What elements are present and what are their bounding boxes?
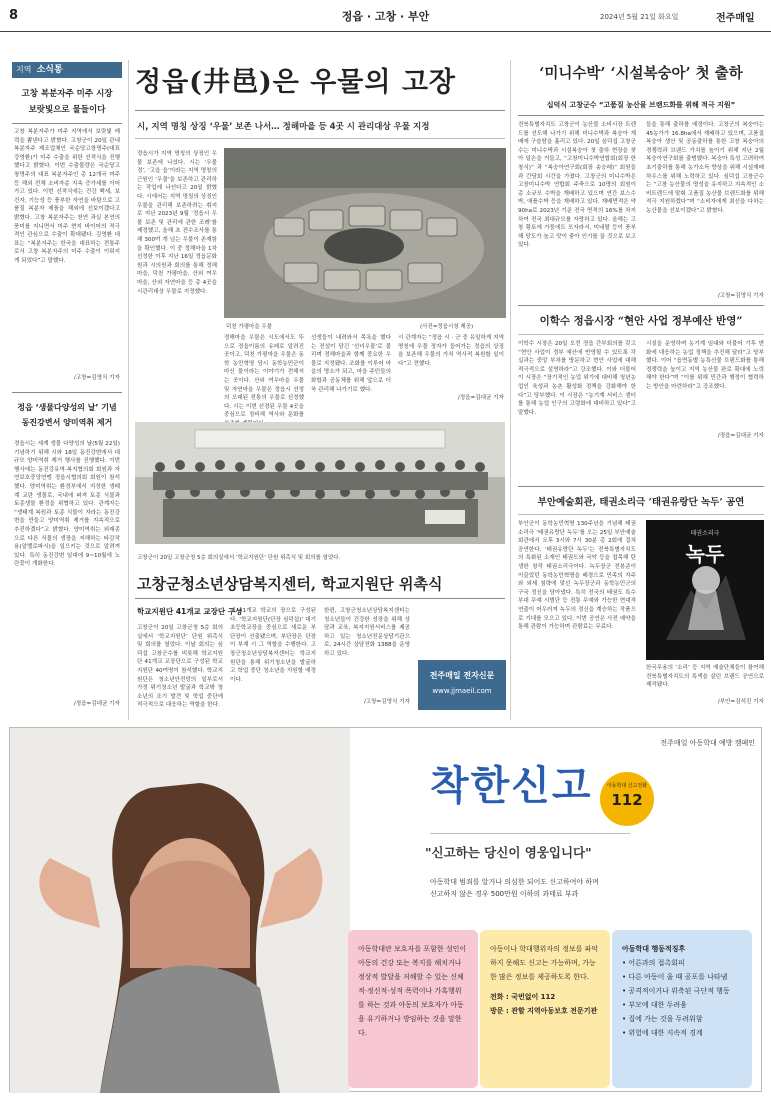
right2-col2: 시설을 운영하며 농기계 임대와 더불어 기후 변화에 대응하는 농업 정책을 추진해 달라”고 당부했다. 이어 “읍면동별 농특산물 브랜드화를 통해 경쟁력을 높이고 지역 농산물 판로 확대에 노력해야 한다”며 “이를 위해 민간과 행정이 협력하는 방안을 마련하라”고 강조했다. <box>646 341 764 390</box>
left-article1-body: 고창 복분자주가 미주 지역에서 보랏빛 매력을 뽐낸다고 밝혔다. 고창군이 20일 관내 복분자주 제조업체인 국순당고창명주(대표 강영환)가 미주 수출을 위한 선적식을 진행했다고 밝혔다. 이번 수출물량은 국순당고창명주의 대표 복분자주인 총 12개국 미주 등 해외 전체 소비자층 지속 증가세를 이어가고 있다. 이번 선적식에는 건강 백세, 보건자, 기능성 등 풍부한 자연을 바탕으로 고품질 복분자 제품을 해외에 선보이겠다고 밝혔다. 고창 복분자주는 천연 과실 본연의 풍미를 지니면서 미주 현지 바이어의 적극적인 관심으로 수출이 확대됐다. 김영환 대표는 “복분자주는 한국을 대표하는 전통주로서 고창 복분자주의 미주 수출이 이뤄지게 되었다”고 말했다. <box>14 129 120 264</box>
page-number: 8 <box>9 8 19 23</box>
campaign-logo: 착한신고 <box>430 763 593 809</box>
card-behavioral-signs: 아동학대 행동적징후 • 어른과의 접촉회피 • 다른 아동이 울 때 공포를 나타냄 • 공격적이거나 위축된 극단적 행동 • 부모에 대한 두려움 • 집에 가는 것을 두려워함 • 위험에 대한 지속적 경계 <box>612 930 752 1088</box>
right3-byline: /부안=김석진 기자 <box>717 699 764 705</box>
campaign-description: 아동학대 범죄를 알거나 의심한 되어도 신고하여야 하며 신고하지 않은 경우 500만원 이하의 과태료 부과 <box>430 878 599 898</box>
right1-col2: 들을 통해 출하를 예정이다. 고창군의 복숭아는 45농가가 16.8ha에서 재배하고 있으며, 고품질 복숭아 생산 및 공동출하를 통한 고창 복숭아의 경쟁력과 브랜드 가치를 높이기 위해 지난 2월 복숭아연구회를 출범했다. 복숭아 특성 고려하여 초기출하를 통해 농가소득 향상을 위해 시설재배 하우스를 위해 노력하고 있다. 심덕섭 고창군수는 “고창 농산물의 명성을 유지하고 지속적인 소비트렌드에 맞춰 고품질 농산물 브랜드화를 위해 적극 지원하겠다”며 “소비자에게 최선을 다하는 농산물을 선보이겠다”고 밝혔다. <box>646 122 764 214</box>
well-photo <box>224 148 506 318</box>
right3-body: 부안군이 동학농민혁명 130주년을 기념해 태권소리극 ‘태권유랑단 녹두’를 오는 25일 부안예술회관에서 오후 3시와 7시 30분 총 2회에 걸쳐 공연한다. ‘태권유랑단 녹두’는 전북특별자치도의 특화된 소재인 태권도와 국악 등을 접목해 탄생한 창작 태권소리극이다. 녹두장군 전봉준이 이끌었던 동학농민혁명을 배경으로 민족의 자주와 외세 침략에 맞선 녹두장군과 동학농민군의 구국 정신을 담아냈다. 특히 전국의 태권도 특수부대 무예 시범단 등 전통 무예와 가능한 현대적 연출이 어우러져 녹두의 정신을 계승하는 작품으로 기대를 모으고 있다. 이번 공연은 사전 예약을 통해 관람이 가능하며 관람료는 무료다. <box>518 521 636 631</box>
left-article1-headline: 고창 복분자주 미주 시장 보랏빛으로 물들이다 <box>21 89 113 115</box>
photo-caption-left: 덕천 가평마을 우물 <box>226 324 273 330</box>
left-article2-body: 정읍시는 세계 생물 다양성의 날(5월 22일) 기념하기 위해 시와 18일 동진강변에서 대규모 양미역취 제거 행사를 진행했다. 이번 행사에는 동진강유역·복지협의회 회원과 자연보호중앙연맹 정읍시협의회 회원이 참석했다. 양미역취는 환경부에서 지정한 생태계 교란 생물로, 국내에 퍼져 토종 식물과 토종생물 환경을 위협하고 있다. 관계자는 “생태계 복원과 토종 식물이 자라는 동진강변을 만들고 양미역취 제거를 지속적으로 추진하겠다”고 밝혔다. 양미역취는 외래종으로 다른 식물의 생장을 저해하는 타감작용(알렐로파시)을 일으키는 것으로 알려져 있다. 특히 동진강변 일대에 9~10월에 노란꽃이 개화한다. <box>14 441 120 568</box>
child-abuse-campaign-ad <box>9 727 762 1092</box>
right1-subhead: 십덕식 고창군수 “고품질 농산물 브랜드화를 위해 적극 지원” <box>546 101 736 109</box>
left-article2-byline: /정읍=김대균 기자 <box>73 701 120 707</box>
right3-caption: 한국무용의 ‘소리’ 등 지역 예술단체들이 참여해 전북특별자치도의 특색을 살린 브랜드 공연으로 제작됐다. <box>646 665 764 689</box>
section-tag: 지역 소식통 <box>12 62 122 78</box>
card-definition: 아동학대란 보호자를 포함한 성인이 아동의 건강 또는 복지를 해치거나 정상적 발달을 저해할 수 있는 신체적·정신적·성적 폭력이나 가혹행위를 하는 것과 아동의 보호자가 아동을 유기하거나 방임하는 것을 말한다. <box>348 930 478 1088</box>
bottom-col1: 고창군이 20일 고창군청 5층 회의실에서 ‘학교지원단’ 단원 위촉식 및 회의를 열었다. 이날 회의는 심덕섭 고창군수를 비롯해 학교지원단 41개교 교장단으로 구성된 학교지원단 40여명이 참석했다. 학교지원단은 청소년안전망의 일부로서 가정 위기청소년 발굴과 학교밖 청소년의 조기 발견 및 학업 중단에 적극적으로 대응하는 역할을 한다. <box>137 625 223 709</box>
issue-date: 2024년 5월 21일 화요일 <box>600 13 679 21</box>
poster-title: 녹두 <box>685 542 725 566</box>
main-subhead: 시, 지역 명칭 상징 ‘우물’ 보존 나서… 정해마을 등 4곳 시 관리대상 우물 지정 <box>137 122 430 132</box>
right2-col1: 이학수 시장은 20일 오전 정읍 간부회의를 갖고 “현안 사업이 정부 예산에 반영될 수 있도록 각 실과는 중앙 부처를 방문하고 현안 사업에 대해 적극적으로 설명하라”고 강조했다. 이와 더불어 이 시장은 “장기적인 농업 위기에 대비해 청년농업인 육성과 농촌 활성화 정책을 강화해야 한다”고 당부했다. 이 시장은 “농기계 서비스 센터를 통해 농업 인구의 고령화에 대비하고 있다”고 말했다. <box>518 341 636 416</box>
main-col2: 정해마을 우물은 시도에서도 뚜으로 정읍이름의 유래로 알려진 곳이고, 덕천 가평마을 우물은 동학 농민혁명 당시 동학농민군이 마신 물이라는 이야기가 전해지는 곳이다. 산외 여우마을 우물 및 자연마을 우물은 정읍시 선정의 오래된 전통의 우물로 선정했다. 시는 이번 선정된 우물 4곳을 중심으로 정비해 역사와 문화를 <box>224 335 304 419</box>
hotline-badge: 아동학대 신고전화 112 <box>600 772 654 826</box>
newspaper-name: 전주매일 <box>716 13 755 24</box>
section-title: 정읍 · 고창 · 부안 <box>341 10 430 23</box>
left-article1-byline: /고창=김영식 기자 <box>73 375 120 381</box>
right2-headline: 이학수 정읍시장 “현안 사업 정부예산 반영” <box>539 315 743 327</box>
card-reporting: 아동이나 학대행위자의 정보를 파악하지 못해도 신고는 가능하며, 가능한 많은 정보를 제공하도록 한다. 전화 : 국번없이 112 방문 : 관할 지역아동보호 전문기관 <box>480 930 610 1088</box>
campaign-photo <box>10 728 350 1093</box>
sign-item: • 집에 가는 것을 두려워함 <box>622 1015 703 1023</box>
right1-byline: /고창=김영식 기자 <box>717 293 764 299</box>
main-headline: 정읍(井邑)은 우물의 고장 <box>135 67 457 98</box>
bottom-col3: 한편, 고창군청소년상담복지센터는 청소년들이 건강한 성장을 위해 상담과 교육, 복지지원서비스를 제공하고 있는 청소년전문상담기관으로, 24시간 상담전화 1388을 운영하고 있다. <box>324 608 410 657</box>
bottom-byline: /고창=김영식 기자 <box>363 699 410 705</box>
sign-item: • 어른과의 접촉회피 <box>622 959 685 967</box>
campaign-slogan: "신고하는 당신이 영웅입니다" <box>425 845 592 860</box>
right2-byline: /정읍=김대균 기자 <box>717 433 764 439</box>
right1-col1: 전북특별자치도 고창군이 농산물 소비시장 트렌드를 선도해 나가기 위해 미니수박과 복숭아 재배에 구슬땀을 흘리고 있다. 20일 심덕섭 고창군수는 미니수박과 시설복숭아 첫 출하 현장을 찾아 일손을 거들고, “고창미니수박연합회(회장 한창식)” 과 “복숭아연구회(회장 송승래)” 회원들과 간담회 시간을 가졌다. 고창군의 미니수박은 고창미니수박 연합회 주축으로 10명의 회원이 총 소규모 수박을 재배하고 있으며 연간 보스수박, 애플수박 등을 재배하고 있다. 재배면적은 약 90ha로 2023년 기준 전국 면적의 16%를 차지하여 전국 최대규모를 자랑하고 있다. 올해는 고창 황토에 가뭄에도 모자라서, 미네랄 등이 풍부해 당도가 높고 맛이 좋아 인기를 끌 것으로 보고 있다. <box>518 122 636 249</box>
main-col3: 선생들이 내려와서 목욕을 했다는 전설이 담긴 ‘선녀우물’로 불리며 정해마을과 함께 중요한 우물로 지정됐다. 조화를 이루어 마을의 명소가 되고, 마을 주민들의 화합과 공동체를 위해 앞으로 더욱 관리해 나가기로 했다. <box>311 335 391 393</box>
campaign-top-label: 전주매일 아동학대 예방 캠페인 <box>660 739 755 747</box>
right3-headline: 부안예술회관, 태권소리극 ‘태권유랑단 녹두’ 공연 <box>537 497 745 508</box>
left-article2-headline: 정읍 ‘생물다양성의 날’ 기념 동진강변서 양미역취 제거 <box>17 403 117 427</box>
group-photo-caption: 고창군이 20일 고창군청 5층 회의실에서 ‘학교지원단’ 단원 위촉식 및 회의를 열었다. <box>137 555 341 561</box>
right1-headline: ‘미니수박’ ‘시설복숭아’ 첫 출하 <box>539 65 743 82</box>
sign-item: • 위험에 대한 지속적 경계 <box>622 1029 703 1037</box>
group-photo <box>135 422 505 544</box>
main-col4: 시 관계자는 “정읍 시 · 군 중 유일하게 지역 명칭에 우물 정자가 들어가는 정읍의 상징을 보존해 우물의 가치 역사적 복원할 일이다”고 전했다. <box>398 335 504 367</box>
photo-caption-right: (사진=정읍시청 제공) <box>420 324 474 330</box>
bottom-headline: 고창군청소년상담복지센터, 학교지원단 위촉식 <box>137 575 443 593</box>
e-paper-ad[interactable]: 전주매일 전자신문 www.jjmaeil.com <box>418 660 506 710</box>
main-col1: 정읍시가 지역 명칭의 상징인 우물 보존에 나섰다. 시는 ‘우물 정’, ‘고을 읍’이라는 지역 명칭의 근원인 ‘우물’을 보존하고 관리하는 작업에 나선다고 20일 밝혔다. 시에서는 지역 명칭의 상징인 우물을 관리해 보존하려는 취지로 지난 2023년 9월 ‘정읍시 우물 보존 및 관리에 관한 조례’를 제정했고, 올해 초 전수조사를 통해 300여 개 넘는 우물이 존재함을 확인했다. 이 중 정해마을 1차 선정한 이후 지난 16일 정읍문화원과 시의원과 회의를 통해 정해마을, 덕천 가평마을, 산외 여우마을, 산외 자연마을 등 총 4곳을 시관리대상 우물로 지정했다. <box>137 151 217 295</box>
sign-item: • 부모에 대한 두려움 <box>622 1001 687 1009</box>
main-col1-cont <box>137 390 217 406</box>
poster-subtitle: 태권소리극 <box>690 530 720 537</box>
bottom-col2: 내 41개교 학교의 장으로 구성된다. ‘학교지원단(단장 심덕섭)’ 대기초등학교장을 중심으로 새로운 부단장이 선출됐으며, 부단장은 단장이 부재 시 그 역할을 수행한다. 고창군청소년상담복지센터는 학교지원단을 통해 위기청소년을 발굴하고 학업 중단 청소년을 지원할 예정이다. <box>230 608 316 683</box>
page-header <box>0 0 771 32</box>
sign-item: • 다른 아동이 울 때 공포를 나타냄 <box>622 973 728 981</box>
bottom-subhead: 학교지원단 41개교 교장단 구성 <box>137 607 243 616</box>
performance-poster <box>646 520 764 660</box>
sign-item: • 공격적이거나 위축된 극단적 행동 <box>622 987 730 995</box>
main-byline: /정읍=김대균 기자 <box>457 395 504 401</box>
